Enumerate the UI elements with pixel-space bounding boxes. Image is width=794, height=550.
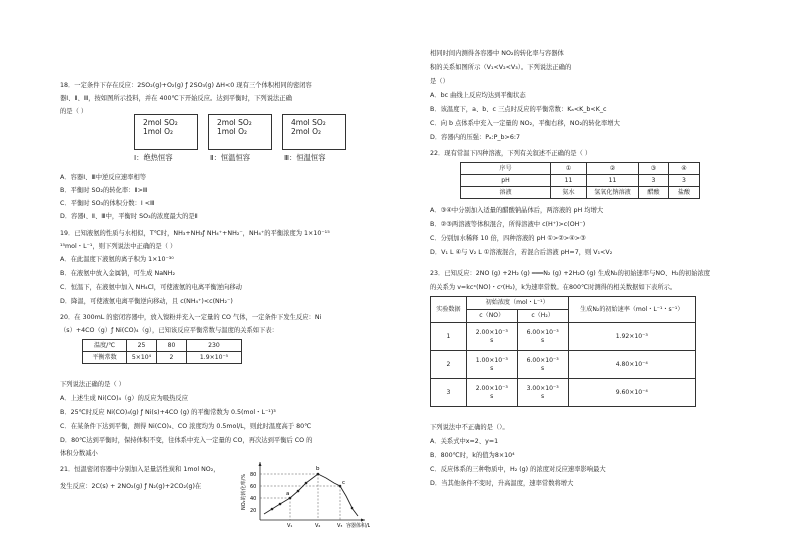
q18-stem-1: 18．一定条件下存在反应：2SO₂(g)+O₂(g) ƒ 2SO₃(g) ΔH<0 现有三个体积相同的密闭容 bbox=[60, 82, 312, 89]
point-c-marker bbox=[339, 485, 342, 488]
q20-table-header-cell: 温度/℃ bbox=[83, 340, 127, 352]
q22-solution-cell: 氨水 bbox=[551, 187, 587, 199]
point-b-marker bbox=[317, 473, 320, 476]
x-axis-arrow bbox=[361, 519, 365, 522]
q23-row-h2 bbox=[517, 323, 568, 351]
q20-option-d-1: D．80℃达到平衡时，保持体积不变，往体系中充入一定量的 CO，再次达到平衡后 CO 的 bbox=[60, 437, 313, 444]
q21-chart-svg bbox=[240, 458, 370, 530]
q23-row-no bbox=[466, 379, 517, 407]
point-a-label: a bbox=[286, 491, 290, 497]
y-tick-20: 20 bbox=[250, 508, 257, 514]
q23-row-number: 2 bbox=[431, 351, 467, 379]
q22-stem: 22．现有常温下四种溶液，下列有关叙述不正确的是（ ） bbox=[430, 150, 592, 157]
q23-header-h2: c（H₂） bbox=[517, 310, 568, 323]
q21-cont-1: 相同时间内测得各容器中 NO₂的转化率与容器体 bbox=[430, 50, 564, 57]
q19-option-c: C．恒温下，在液氨中加入 NH₄Cl，可使液氨的电离平衡逆向移动 bbox=[60, 284, 242, 291]
q19-option-d: D．降温，可使液氨电离平衡逆向移动，且 c(NH₄⁺)<c(NH₂⁻) bbox=[60, 298, 233, 305]
q22-header-cell: ③ bbox=[639, 163, 669, 175]
q23-no-value: 2.00×10⁻³ bbox=[475, 328, 508, 336]
q23-option-b: B．800℃时，k的值为8×10⁴ bbox=[430, 452, 515, 459]
q20-table-cell: 平衡常数 bbox=[83, 352, 127, 364]
q21-option-c: C．向 b 点体系中充入一定量的 NO₂，平衡右移，NO₂的转化率增大 bbox=[430, 120, 620, 127]
q21-cont-3: 是（） bbox=[430, 78, 449, 85]
y-tick-40: 40 bbox=[250, 496, 257, 502]
q22-header-cell: ② bbox=[587, 163, 639, 175]
q23-stem-2: 的关系为 v=kcˣ(NO)・cʸ(H₂)，k为速率常数。在800℃时测得的相关数据如下表所示。 bbox=[430, 284, 677, 291]
q21-option-a: A．bc 曲线上反应均达到平衡状态 bbox=[430, 92, 526, 99]
q23-row-h2 bbox=[517, 379, 568, 407]
q23-no-value: 2.00×10⁻³ bbox=[475, 384, 508, 392]
q23-option-d: D．当其他条件不变时，升高温度，速率常数将增大 bbox=[430, 480, 574, 487]
q23-unit: s bbox=[541, 392, 545, 400]
q23-row-number: 3 bbox=[431, 379, 467, 407]
q22-header-cell: ④ bbox=[669, 163, 700, 175]
q23-unit: s bbox=[490, 336, 494, 344]
q23-h2-value: 6.00×10⁻³ bbox=[526, 328, 559, 336]
x-axis-label: 容器体积/L bbox=[346, 523, 370, 529]
curve-marker bbox=[297, 490, 300, 493]
q21-chart bbox=[240, 458, 370, 533]
q20-option-d-2: 体积分数减小 bbox=[60, 450, 98, 457]
q21-stem-2: 发生反应：2C(s) + 2NO₂(g) ƒ N₂(g)+2CO₂(g)在 bbox=[60, 483, 202, 490]
q22-header-cell: 序号 bbox=[461, 163, 551, 175]
box2-caption: Ⅱ：恒温恒容 bbox=[210, 153, 251, 162]
q22-option-c: C．分别加水稀释 10 倍，四种溶液的 pH ①>②>④>③ bbox=[430, 235, 586, 242]
q23-header-rate: 生成N₂的初始速率（mol・L⁻¹・s⁻¹） bbox=[568, 297, 695, 323]
curve-marker bbox=[351, 507, 354, 510]
q22-option-b: B．②③两溶液等体积混合，所得溶液中 c(H⁺)>c(OH⁻) bbox=[430, 221, 586, 228]
q20-table-header-cell: 230 bbox=[187, 340, 242, 352]
box2-line2: 1mol O₂ bbox=[217, 127, 248, 137]
q21-cont-2: 积的关系如图所示（V₁<V₂<V₃）。下列说法正确的 bbox=[430, 64, 572, 71]
box3-caption: Ⅲ：恒温恒容 bbox=[284, 153, 326, 162]
q23-row-number: 1 bbox=[431, 323, 467, 351]
y-tick-80: 80 bbox=[250, 472, 257, 478]
q22-option-a: A．③④中分别加入适量的醋酸钠晶体后，两溶液的 pH 均增大 bbox=[430, 207, 604, 214]
y-axis-label: NO₂的转化率/% bbox=[241, 473, 247, 510]
point-a-marker bbox=[289, 497, 292, 500]
curve-marker bbox=[279, 503, 282, 506]
q20-table-cell: 5×10⁴ bbox=[127, 352, 157, 364]
q23-unit: s bbox=[541, 364, 545, 372]
q22-ph-cell: 11 bbox=[551, 175, 587, 187]
box3-line2: 2mol O₂ bbox=[291, 127, 322, 137]
q23-row-h2 bbox=[517, 351, 568, 379]
q21-stem-1: 21．恒温密闭容器中分别加入足量活性炭和 1mol NO₂， bbox=[60, 466, 220, 473]
q18-stem-3: 的是（ ） bbox=[60, 108, 88, 115]
q22-solution-cell: 氢氧化钠溶液 bbox=[587, 187, 639, 199]
q22-ph-cell: 11 bbox=[587, 175, 639, 187]
q23-question: 下列说法中不正确的是（）。 bbox=[430, 424, 509, 431]
q23-row-rate: 9.60×10⁻⁴ bbox=[568, 379, 695, 407]
q20-stem-1: 20．在 300mL 的密闭容器中，放入镍粉并充入一定量的 CO 气体，一定条件下发生反应：Ni bbox=[60, 314, 322, 321]
container-box-3 bbox=[282, 114, 346, 150]
q23-table bbox=[430, 296, 696, 407]
q22-ph-cell: 3 bbox=[639, 175, 669, 187]
q23-header-exp: 实验数据 bbox=[431, 297, 467, 323]
point-c-label: c bbox=[342, 480, 346, 486]
q22-solution-cell: 溶液 bbox=[461, 187, 551, 199]
q21-option-d: D．容器内的压强：Pₐ:P_b>6:7 bbox=[430, 134, 520, 141]
q23-option-c: C．反应体系的三种物质中，H₂ (g) 的浓度对反应速率影响最大 bbox=[430, 466, 606, 473]
q19-option-a: A．在此温度下液氨的离子积为 1×10⁻³⁰ bbox=[60, 256, 174, 263]
x-tick-v3: V₃ bbox=[337, 523, 343, 529]
q19-stem-2: ¹⁵mol・L⁻¹，则下列说法中正确的是（ ） bbox=[60, 243, 177, 250]
q20-table-header-cell: 25 bbox=[127, 340, 157, 352]
curve-marker bbox=[271, 508, 274, 511]
container-box-2 bbox=[208, 114, 272, 150]
q19-option-b: B．在液氨中放入金属钠，可生成 NaNH₂ bbox=[60, 270, 176, 277]
q22-solution-cell: 盐酸 bbox=[669, 187, 700, 199]
x-tick-v1: V₁ bbox=[287, 523, 293, 529]
q23-h2-value: 3.00×10⁻³ bbox=[526, 384, 559, 392]
q22-ph-cell: pH bbox=[461, 175, 551, 187]
box1-caption: Ⅰ：绝热恒容 bbox=[134, 153, 173, 162]
q23-h2-value: 6.00×10⁻³ bbox=[526, 356, 559, 364]
box1-line1: 2mol SO₂ bbox=[143, 118, 178, 127]
q22-option-d: D．V₁ L ④与 V₂ L ①溶液混合，若混合后溶液 pH=7，则 V₁<V₂ bbox=[430, 249, 613, 256]
q23-row-rate: 4.80×10⁻⁴ bbox=[568, 351, 695, 379]
q18-option-a: A．容器Ⅰ、Ⅲ中逆反应速率相等 bbox=[60, 174, 147, 181]
q22-table bbox=[460, 162, 700, 199]
q22-ph-cell: 3 bbox=[669, 175, 700, 187]
q23-option-a: A．关系式中x=2、y=1 bbox=[430, 438, 499, 445]
q23-header-init: 初始浓度（mol・L⁻¹） bbox=[466, 297, 568, 310]
q20-table-cell: 1.9×10⁻⁵ bbox=[187, 352, 242, 364]
q20-table bbox=[82, 339, 242, 364]
y-tick-60: 60 bbox=[250, 484, 257, 490]
box2-line1: 2mol SO₂ bbox=[217, 118, 252, 127]
q20-option-b: B．25℃时反应 Ni(CO)₄(g) ƒ Ni(s)+4CO (g) 的平衡常数为 0.5(mol・L⁻¹)³ bbox=[60, 409, 276, 416]
q23-unit: s bbox=[490, 392, 494, 400]
box3-line1: 4mol SO₂ bbox=[291, 118, 326, 127]
point-b-label: b bbox=[316, 466, 320, 472]
q20-stem-3: 下列说法正确的是（ ） bbox=[60, 381, 125, 388]
q22-solution-cell: 醋酸 bbox=[639, 187, 669, 199]
q23-unit: s bbox=[541, 336, 545, 344]
q18-stem-2: 器Ⅰ、Ⅱ、Ⅲ，按如图所示投料，并在 400℃下开始反应。达到平衡时，下列说法正确 bbox=[60, 95, 292, 102]
q23-header-no: c（NO） bbox=[466, 310, 517, 323]
q23-row-no bbox=[466, 351, 517, 379]
q21-option-b: B．该温度下，a、b、c 三点时反应的平衡常数：Kₐ<K_b<K_c bbox=[430, 106, 607, 113]
q20-option-a: A．上述生成 Ni(CO)₄（g）的反应为吸热反应 bbox=[60, 395, 189, 402]
x-tick-v2: V₂ bbox=[315, 523, 321, 529]
y-axis-arrow bbox=[259, 462, 262, 466]
box1-line2: 1mol O₂ bbox=[143, 127, 174, 137]
q23-row-rate: 1.92×10⁻³ bbox=[568, 323, 695, 351]
q22-header-cell: ① bbox=[551, 163, 587, 175]
q23-no-value: 1.00×10⁻³ bbox=[475, 356, 508, 364]
q18-option-c: C．平衡时 SO₃的体积分数：Ⅰ <Ⅲ bbox=[60, 200, 155, 207]
q20-table-cell: 2 bbox=[157, 352, 187, 364]
q18-option-d: D．容器Ⅰ、Ⅱ、Ⅲ中，平衡时 SO₃的浓度最大的是Ⅱ bbox=[60, 213, 198, 220]
q19-stem-1: 19．已知液氨的性质与水相似，T℃时，NH₃+NH₃ƒ NH₄⁺+NH₂⁻，NH₄⁺的平衡浓度为 1×10⁻¹⁵ bbox=[60, 230, 330, 237]
q20-option-c: C．在某条件下达到平衡，测得 Ni(CO)₄、CO 浓度均为 0.5mol/L，则此时温度高于 80℃ bbox=[60, 423, 312, 430]
q23-unit: s bbox=[490, 364, 494, 372]
q18-option-b: B．平衡时 SO₂的转化率：Ⅱ>Ⅲ bbox=[60, 187, 148, 194]
q23-stem-1: 23．已知反应：2NO (g) +2H₂ (g) ═══N₂ (g) +2H₂O (g) 生成N₂的初始速率与NO、H₂的初始浓度 bbox=[430, 270, 711, 277]
q20-stem-2: （s）+4CO（g）ƒ Ni(CO)₄（g），已知该反应平衡常数与温度的关系如下表： bbox=[60, 327, 278, 334]
curve-marker bbox=[305, 482, 308, 485]
q23-row-no bbox=[466, 323, 517, 351]
q20-table-header-cell: 80 bbox=[157, 340, 187, 352]
container-box-1 bbox=[134, 114, 198, 150]
